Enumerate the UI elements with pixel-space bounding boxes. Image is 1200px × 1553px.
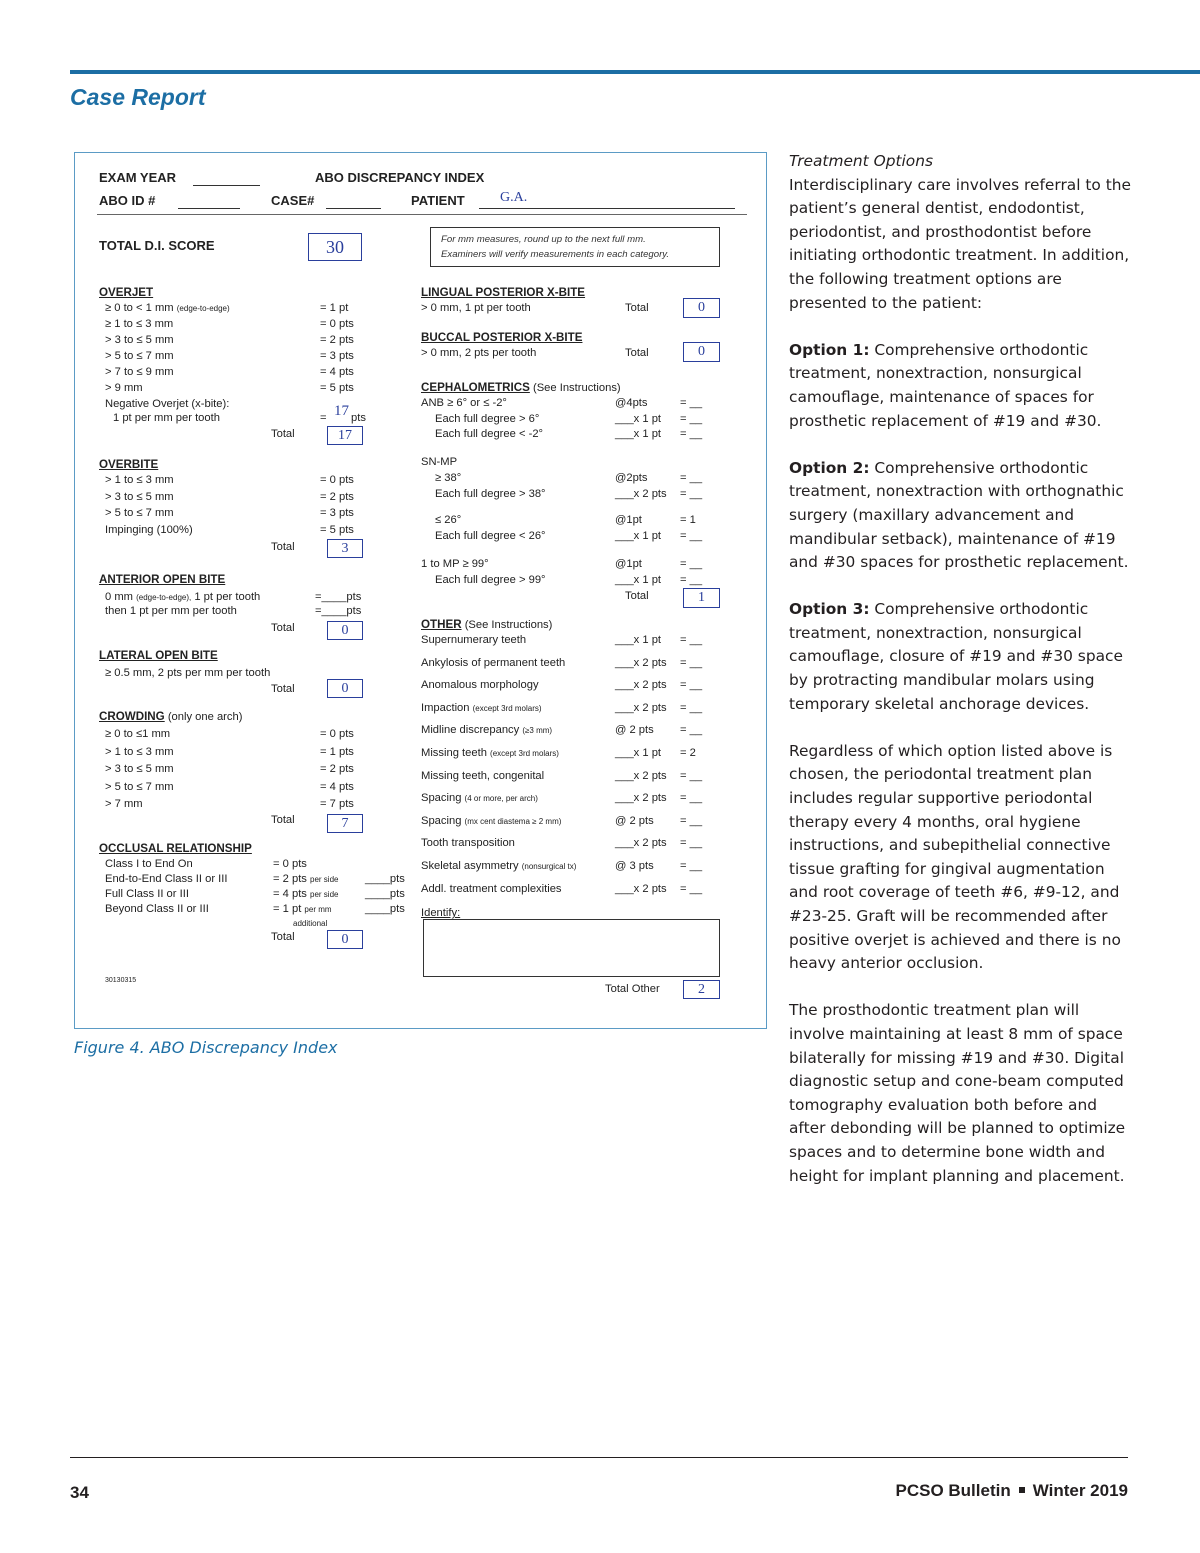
ceph-row-value: = __ (680, 558, 703, 570)
other-row-label: Addl. treatment complexities (421, 882, 562, 895)
ceph-row-value: = __ (680, 488, 703, 500)
ceph-sub: (See Instructions) (532, 382, 621, 394)
overjet-row-label: ≥ 0 to < 1 mm (edge-to-edge) (105, 302, 230, 314)
other-row-label: Skeletal asymmetry (nonsurgical tx) (421, 860, 577, 872)
overjet-row-points: = 5 pts (320, 382, 354, 394)
ceph-row-label: Each full degree < 26° (435, 530, 546, 542)
occlusal-additional: additional (293, 919, 328, 928)
crowding-row-label: ≥ 0 to ≤1 mm (105, 728, 171, 740)
other-row-label: Supernumerary teeth (421, 634, 527, 646)
overbite-total-label: Total (271, 541, 295, 553)
occlusal-row-points: = 4 pts per side (273, 888, 339, 900)
overjet-row-points: = 2 pts (320, 334, 354, 346)
total-di-score: 30 (308, 233, 362, 261)
lob-row: ≥ 0.5 mm, 2 pts per mm per tooth (105, 667, 271, 679)
overjet-total-label: Total (271, 428, 295, 440)
aob-total: 0 (327, 621, 363, 640)
aob-total-label: Total (271, 622, 295, 634)
ceph-row-label: ≤ 26° (435, 514, 462, 526)
ceph-row-rate: ___x 1 pt (615, 530, 662, 542)
journal-footer (895, 1481, 1128, 1501)
instructions-note (430, 227, 720, 267)
crowding-row-points: = 2 pts (320, 763, 354, 775)
lingual-total-label: Total (625, 302, 649, 314)
crowding-heading: CROWDING (99, 710, 165, 723)
other-row-value: = __ (680, 814, 703, 827)
patient-label: PATIENT (411, 193, 465, 208)
option-3-text: Comprehensive orthodontic treatment, nonextraction, nonsurgical camouflage, closure of #19 and #30 space by protracting mandibular molars using temporary skeletal anchorage devices. (789, 600, 1123, 713)
ceph-total: 1 (683, 588, 720, 608)
lingual-row: > 0 mm, 1 pt per tooth (421, 302, 531, 314)
crowding-row-points: = 4 pts (320, 780, 354, 793)
note-line-1: For mm measures, round up to the next full mm. (441, 234, 646, 245)
ceph-row-label: Each full degree > 6° (435, 413, 540, 425)
overjet-row-label: ≥ 1 to ≤ 3 mm (105, 318, 174, 330)
other-row-label: Anomalous morphology (421, 679, 539, 692)
overbite-row-points: = 3 pts (320, 507, 354, 519)
negative-overjet-value: 17 (334, 403, 349, 419)
aob-row-1a: 0 mm (105, 591, 133, 603)
overjet-total: 17 (327, 426, 363, 445)
treatment-options-title: Treatment Options (789, 152, 933, 170)
overjet-row-points: = 1 pt (320, 302, 349, 314)
note-line-2: Examiners will verify measurements in each category. (441, 249, 670, 260)
crowding-row-points: = 7 pts (320, 798, 354, 810)
overjet-row-label: > 3 to ≤ 5 mm (105, 334, 174, 346)
case-label: CASE# (271, 193, 315, 208)
occlusal-total: 0 (327, 930, 363, 949)
aob-row-2: then 1 pt per mm per tooth (105, 605, 237, 617)
other-row-value: = 2 (680, 747, 696, 759)
crowding-row-points: = 1 pts (320, 745, 354, 758)
total-di-label: TOTAL D.I. SCORE (99, 238, 215, 253)
buccal-row: > 0 mm, 2 pts per tooth (421, 347, 537, 359)
overbite-row-points: = 2 pts (320, 490, 354, 503)
paragraph-option-3 (789, 598, 1134, 716)
overjet-heading: OVERJET (99, 286, 154, 299)
buccal-total-label: Total (625, 347, 649, 359)
other-row-label: Spacing (mx cent diastema ≥ 2 mm) (421, 814, 562, 827)
overjet-row-label: > 5 to ≤ 7 mm (105, 350, 174, 362)
occlusal-row-note: per mm (304, 905, 332, 914)
occlusal-heading: OCCLUSAL RELATIONSHIP (99, 842, 252, 855)
option-2-text: Comprehensive orthodontic treatment, nonextraction with orthognathic surgery (maxillary advancement and mandibular setback), maintenance of #19 and #30 spaces for prosthetic replacement. (789, 458, 1129, 572)
crowding-total: 7 (327, 814, 363, 833)
body-text (789, 150, 1134, 1212)
other-row-value: = __ (680, 701, 703, 714)
ceph-row-value: = __ (680, 472, 703, 484)
other-total-label: Total Other (605, 983, 660, 995)
occlusal-total-label: Total (271, 931, 295, 943)
other-row-rate: ___x 2 pts (615, 679, 667, 692)
other-heading: OTHER (421, 618, 462, 631)
ceph-row-value: = 1 (680, 514, 696, 526)
ceph-row-label: ≥ 38° (435, 472, 462, 484)
identify-box (423, 919, 720, 977)
overbite-row-points: = 0 pts (320, 474, 354, 486)
other-row-rate: @ 3 pts (615, 860, 654, 872)
overjet-row-label: > 9 mm (105, 382, 143, 394)
separator-square (1019, 1487, 1025, 1493)
other-row-note: (≥3 mm) (522, 726, 553, 736)
lingual-heading: LINGUAL POSTERIOR X-BITE (421, 286, 586, 299)
overbite-row-label: > 1 to ≤ 3 mm (105, 474, 174, 486)
other-row-rate: ___x 2 pts (615, 769, 667, 782)
other-row-value: = __ (680, 792, 703, 805)
other-row-note: (nonsurgical tx) (521, 862, 577, 871)
other-row-rate: ___x 2 pts (615, 656, 667, 669)
other-row-rate: @ 2 pts (615, 814, 654, 827)
other-row-note: (4 or more, per arch) (464, 794, 538, 804)
other-row-note: (except 3rd molars) (490, 749, 559, 758)
other-heading-row (421, 618, 552, 631)
other-row-label: Impaction (except 3rd molars) (421, 701, 542, 714)
other-row-value: = __ (680, 656, 703, 669)
section-title: Case Report (70, 84, 206, 110)
negative-overjet-rule: 1 pt per mm per tooth (113, 412, 220, 424)
other-row-rate: ___x 2 pts (615, 701, 667, 714)
aob-eq-1: =____pts (315, 591, 362, 603)
paragraph-periodontal: Regardless of which option listed above is chosen, the periodontal treatment plan includes regular supportive periodontal therapy every 4 months, oral hygiene instructions, and subepithelial connective tissue grafting for gingival augmentation and root coverage of teeth #6, #9-12, and #23-25. Graft will be recommended after positive overjet is achieved and there is no heavy anterior occlusion. (789, 741, 1121, 973)
option-2-label: Option 2: (789, 458, 870, 477)
journal-issue: Winter 2019 (1032, 1481, 1128, 1500)
ceph-heading: CEPHALOMETRICS (421, 381, 530, 394)
negative-overjet-eq: = (320, 412, 327, 424)
other-row-note: (mx cent diastema ≥ 2 mm) (464, 816, 562, 826)
patient-value: G.A. (500, 190, 528, 205)
buccal-total: 0 (683, 342, 720, 362)
other-row-label: Midline discrepancy (≥3 mm) (421, 724, 553, 737)
aob-row-1 (105, 591, 260, 603)
other-row-label: Missing teeth (except 3rd molars) (421, 747, 559, 759)
ceph-row-label: Each full degree > 38° (435, 488, 546, 500)
overbite-total: 3 (327, 539, 363, 558)
figure-abo-form (74, 152, 767, 1029)
overjet-row-points: = 0 pts (320, 318, 354, 330)
occlusal-row-note: per side (310, 875, 339, 884)
overjet-row-note: (edge-to-edge) (176, 304, 230, 313)
ceph-row-rate: ___x 1 pt (615, 428, 662, 440)
ceph-row-label: Each full degree > 99° (435, 574, 546, 586)
paragraph-option-1 (789, 339, 1134, 433)
ceph-row-label: Each full degree < -2° (435, 428, 544, 440)
aob-heading: ANTERIOR OPEN BITE (99, 573, 226, 586)
other-row-rate: ___x 2 pts (615, 882, 667, 895)
occlusal-row-blank: ____pts (365, 888, 405, 900)
identify-label: Identify: (421, 907, 461, 919)
other-row-note: (except 3rd molars) (472, 703, 542, 713)
paragraph-option-2 (789, 457, 1134, 575)
other-row-rate: @ 2 pts (615, 724, 654, 737)
ceph-row-rate: ___x 1 pt (615, 413, 662, 425)
lob-total-label: Total (271, 683, 295, 695)
ceph-row-rate: @1pt (615, 514, 642, 526)
other-row-rate: ___x 1 pt (615, 634, 662, 646)
ceph-row-label: ANB ≥ 6° or ≤ -2° (421, 397, 507, 409)
ceph-row-value: = __ (680, 574, 703, 586)
overbite-row-points: = 5 pts (320, 523, 354, 536)
other-row-label: Spacing (4 or more, per arch) (421, 792, 538, 805)
journal-name: PCSO Bulletin (895, 1481, 1011, 1500)
form-title: ABO DISCREPANCY INDEX (315, 170, 485, 185)
ceph-total-label: Total (625, 590, 649, 602)
occlusal-row-label: End-to-End Class II or III (105, 873, 228, 885)
occlusal-row-label: Class I to End On (105, 858, 193, 870)
option-1-label: Option 1: (789, 340, 870, 359)
overjet-row-label: > 7 to ≤ 9 mm (105, 366, 174, 378)
ceph-row-value: = __ (680, 397, 703, 409)
other-row-rate: ___x 2 pts (615, 837, 667, 850)
ceph-row-label: SN-MP (421, 456, 458, 468)
other-row-rate: ___x 2 pts (615, 792, 667, 805)
aob-eq-2: =____pts (315, 605, 362, 617)
ceph-heading-row (421, 381, 621, 394)
aob-row-1b: (edge-to-edge), (136, 593, 192, 602)
intro-text: Interdisciplinary care involves referral to the patient’s general dentist, endodontist, periodontist, and prosthodontist before initiating orthodontic treatment. In addition, the following treatment options are presented to the patient: (789, 175, 1131, 312)
ceph-row-rate: @1pt (615, 558, 642, 570)
paragraph-prosthodontic: The prosthodontic treatment plan will involve maintaining at least 8 mm of space bilaterally for missing #19 and #30. Digital diagnostic setup and cone-beam computed tomography evaluation both before and after debonding will be planned to optimize spaces and to determine bone width and height for implant planning and placement. (789, 1001, 1126, 1185)
overbite-heading: OVERBITE (99, 458, 159, 471)
other-row-value: = __ (680, 634, 703, 646)
occlusal-row-points: = 1 pt per mm (273, 903, 332, 915)
other-total: 2 (683, 980, 720, 999)
crowding-heading-row (99, 710, 242, 723)
negative-overjet-unit: pts (351, 412, 366, 424)
ceph-row-label: 1 to MP ≥ 99° (421, 558, 489, 570)
overjet-row-points: = 3 pts (320, 350, 354, 362)
other-row-value: = __ (680, 769, 703, 782)
ceph-row-value: = __ (680, 530, 703, 542)
other-row-label: Missing teeth, congenital (421, 769, 545, 782)
overbite-row-label: Impinging (100%) (105, 523, 193, 536)
other-sub: (See Instructions) (464, 619, 553, 631)
other-row-value: = __ (680, 860, 703, 872)
crowding-row-label: > 7 mm (105, 798, 143, 810)
form-code: 30130315 (105, 977, 137, 984)
overjet-row-points: = 4 pts (320, 366, 354, 378)
occlusal-row-label: Full Class II or III (105, 888, 189, 900)
exam-year-label: EXAM YEAR (99, 170, 177, 185)
crowding-row-points: = 0 pts (320, 728, 354, 740)
lob-heading: LATERAL OPEN BITE (99, 649, 218, 662)
negative-overjet-label: Negative Overjet (x-bite): (105, 398, 230, 410)
occlusal-row-blank: ____pts (365, 873, 405, 885)
lingual-total: 0 (683, 298, 720, 318)
page-number: 34 (70, 1483, 89, 1502)
buccal-heading: BUCCAL POSTERIOR X-BITE (421, 331, 583, 344)
other-row-value: = __ (680, 679, 703, 692)
overbite-row-label: > 3 to ≤ 5 mm (105, 490, 174, 503)
ceph-row-rate: ___x 1 pt (615, 574, 662, 586)
occlusal-row-note: per side (310, 890, 339, 899)
occlusal-row-blank: ____pts (365, 903, 405, 915)
crowding-total-label: Total (271, 814, 295, 826)
other-row-value: = __ (680, 837, 703, 850)
occlusal-row-points: = 2 pts per side (273, 873, 339, 885)
aob-row-1c: 1 pt per tooth (194, 591, 261, 603)
other-row-label: Tooth transposition (421, 837, 515, 850)
ceph-row-rate: @4pts (615, 397, 648, 409)
figure-caption: Figure 4. ABO Discrepancy Index (74, 1038, 338, 1057)
abo-id-label: ABO ID # (99, 193, 156, 208)
ceph-row-rate: @2pts (615, 472, 648, 484)
ceph-row-value: = __ (680, 428, 703, 440)
crowding-sub: (only one arch) (167, 711, 243, 723)
crowding-row-label: > 3 to ≤ 5 mm (105, 763, 174, 775)
other-row-rate: ___x 1 pt (615, 747, 662, 759)
header-rule (70, 70, 1200, 74)
paragraph-intro (789, 150, 1134, 315)
ceph-row-value: = __ (680, 413, 703, 425)
occlusal-row-label: Beyond Class II or III (105, 903, 209, 915)
crowding-row-label: > 5 to ≤ 7 mm (105, 780, 174, 793)
lob-total: 0 (327, 679, 363, 698)
occlusal-row-points: = 0 pts (273, 858, 307, 870)
other-row-label: Ankylosis of permanent teeth (421, 656, 566, 669)
other-row-value: = __ (680, 882, 703, 895)
crowding-row-label: > 1 to ≤ 3 mm (105, 745, 174, 758)
ceph-row-rate: ___x 2 pts (615, 488, 667, 500)
footer-rule (70, 1457, 1128, 1458)
overbite-row-label: > 5 to ≤ 7 mm (105, 507, 174, 519)
option-1-text: Comprehensive orthodontic treatment, nonextraction, nonsurgical camouflage, maintenance of spaces for prosthetic replacement of #19 and #30. (789, 340, 1102, 430)
other-row-value: = __ (680, 724, 703, 737)
option-3-label: Option 3: (789, 600, 870, 619)
